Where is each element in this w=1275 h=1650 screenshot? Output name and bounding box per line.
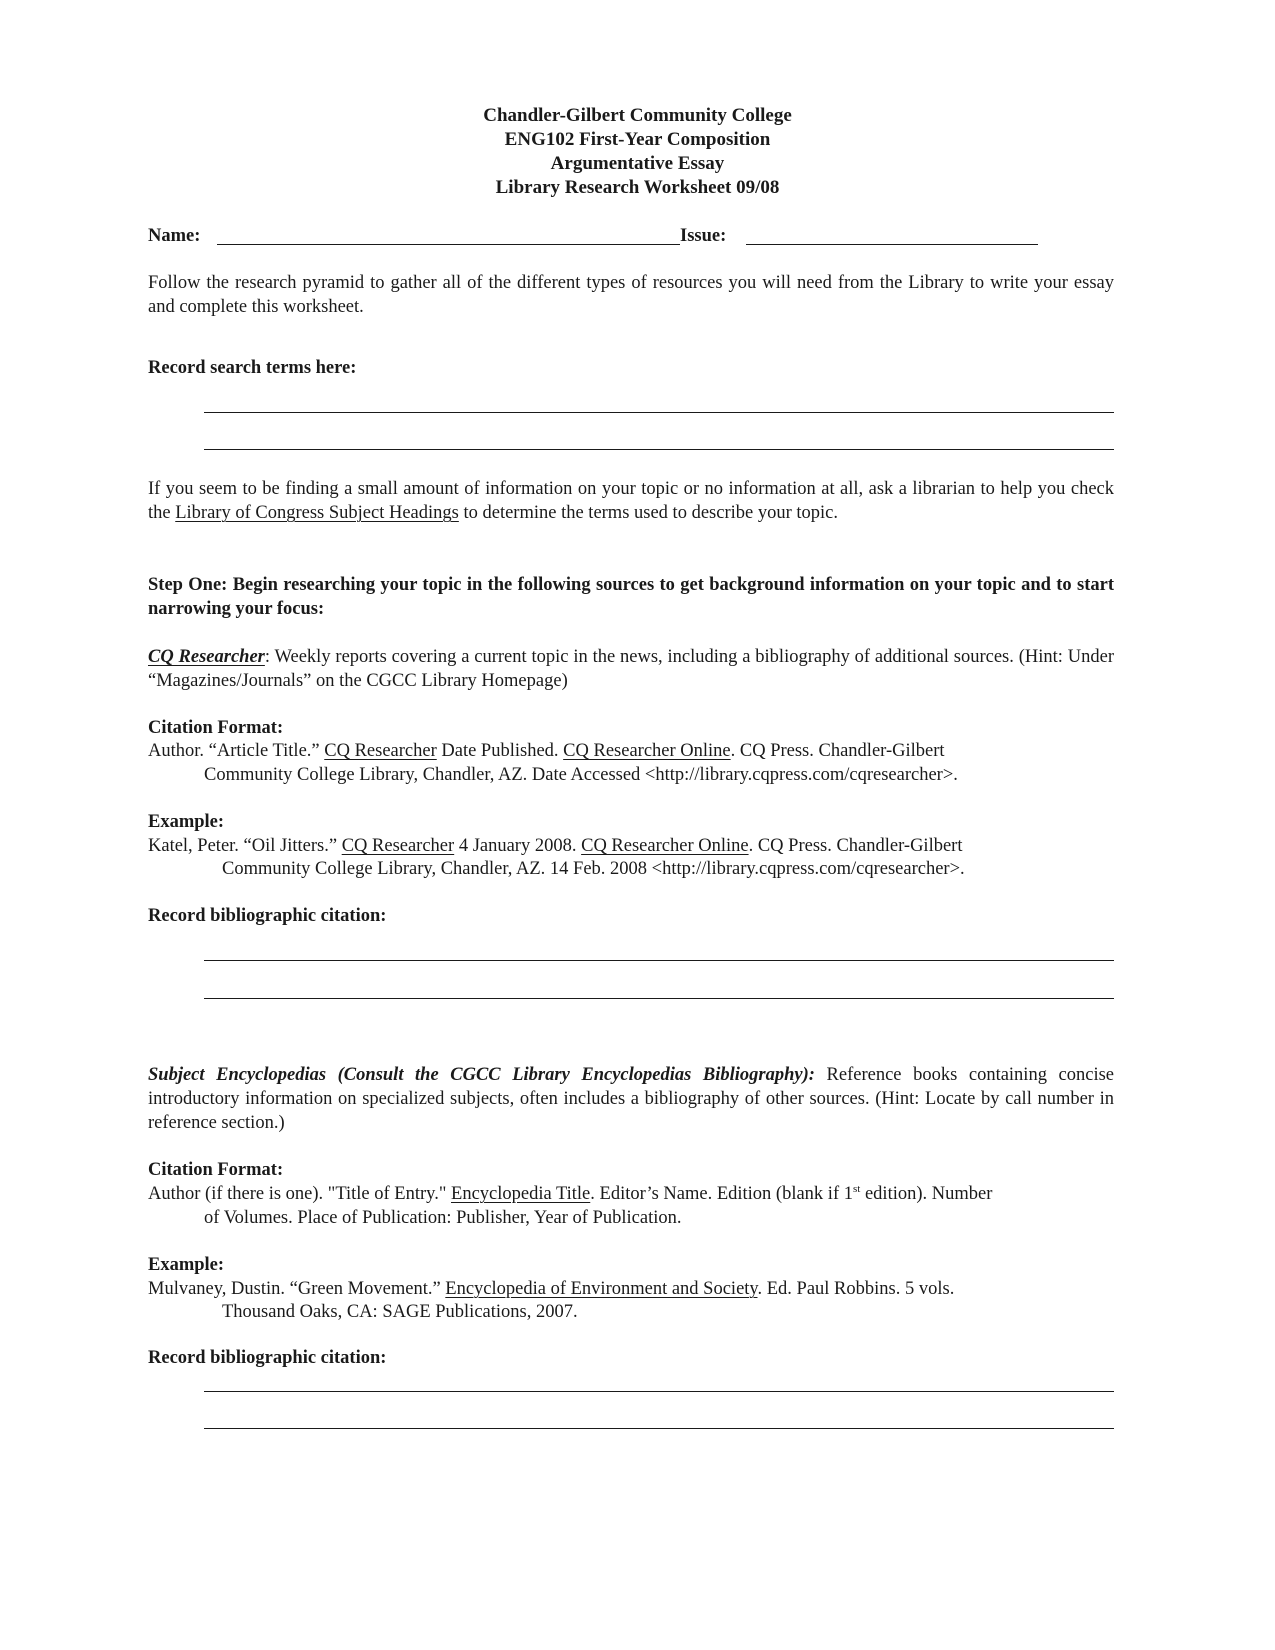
issue-field[interactable] bbox=[746, 244, 1038, 245]
encyclopedias-desc-text: Reference books containing concise introductory information on specialized subjects, often includes a bibliography of other sources. (Hint: Locate by call number in reference section.) bbox=[148, 1065, 1115, 1133]
enc-citation-line-1[interactable] bbox=[204, 1391, 1114, 1392]
name-field[interactable] bbox=[217, 244, 680, 245]
search-terms-line-2[interactable] bbox=[204, 449, 1114, 450]
issue-label: Issue: bbox=[680, 226, 727, 246]
enc-citation-format-label: Citation Format: bbox=[148, 1160, 284, 1180]
cq-citation-format-line-1 bbox=[148, 739, 945, 763]
enc-example-label: Example: bbox=[148, 1255, 225, 1275]
enc-example-line-2: Thousand Oaks, CA: SAGE Publications, 2007. bbox=[222, 1302, 578, 1322]
enc-example-title: Encyclopedia of Environment and Society bbox=[445, 1279, 758, 1299]
cq-example-line-2: Community College Library, Chandler, AZ. 14 Feb. 2008 <http://library.cqpress.com/cqresearcher>. bbox=[222, 859, 965, 879]
cq-citation-format-label: Citation Format: bbox=[148, 718, 284, 738]
course-title: ENG102 First-Year Composition bbox=[504, 129, 771, 150]
cq-format-database: CQ Researcher Online bbox=[563, 741, 731, 761]
name-label: Name: bbox=[148, 226, 201, 246]
cq-desc-text: Weekly reports covering a current topic in the news, including a bibliography of additional sources. (Hint: Under “Magazines/Journals” on the CGCC Library Homepage) bbox=[148, 647, 1114, 691]
enc-format-title: Encyclopedia Title bbox=[451, 1184, 591, 1204]
enc-format-author: Author (if there is one). "Title of Entry." bbox=[148, 1184, 452, 1204]
cq-example-journal: CQ Researcher bbox=[341, 836, 455, 856]
cq-format-author: Author. “Article Title.” bbox=[148, 741, 325, 761]
encyclopedias-description bbox=[148, 1063, 1114, 1135]
enc-example-line-1 bbox=[148, 1277, 954, 1301]
cq-colon: : bbox=[264, 647, 271, 667]
enc-format-editor: . Editor’s Name. Edition (blank if 1 bbox=[590, 1184, 853, 1204]
lcsh-link[interactable]: Library of Congress Subject Headings bbox=[175, 503, 459, 523]
enc-example-author: Mulvaney, Dustin. “Green Movement.” bbox=[148, 1279, 446, 1299]
cq-format-date: Date Published. bbox=[436, 741, 564, 761]
cq-example-database: CQ Researcher Online bbox=[581, 836, 749, 856]
cq-example-date: 4 January 2008. bbox=[454, 836, 582, 856]
assignment-title: Argumentative Essay bbox=[550, 153, 725, 174]
search-terms-line-1[interactable] bbox=[204, 412, 1114, 413]
cq-example-line-1 bbox=[148, 834, 962, 858]
cq-description bbox=[148, 645, 1114, 693]
cq-format-journal: CQ Researcher bbox=[324, 741, 437, 761]
enc-format-superscript: st bbox=[853, 1183, 861, 1195]
cq-citation-format-line-2: Community College Library, Chandler, AZ. Date Accessed <http://library.cqpress.com/cqresearcher>. bbox=[204, 765, 958, 785]
cq-record-citation-label: Record bibliographic citation: bbox=[148, 906, 387, 926]
college-name: Chandler-Gilbert Community College bbox=[483, 105, 792, 126]
lcsh-text-after: to determine the terms used to describe your topic. bbox=[458, 503, 838, 523]
cq-example-label: Example: bbox=[148, 812, 225, 832]
document-header bbox=[0, 104, 1275, 200]
enc-citation-format-line-2: of Volumes. Place of Publication: Publisher, Year of Publication. bbox=[204, 1208, 682, 1228]
lcsh-paragraph bbox=[148, 477, 1114, 525]
enc-citation-format-line-1 bbox=[148, 1182, 1114, 1206]
intro-paragraph: Follow the research pyramid to gather all of the different types of resources you will need from the Library to write your essay and complete this worksheet. bbox=[148, 273, 1114, 317]
search-terms-label: Record search terms here: bbox=[148, 358, 357, 378]
cq-example-author: Katel, Peter. “Oil Jitters.” bbox=[148, 836, 342, 856]
cq-example-publisher: . CQ Press. Chandler-Gilbert bbox=[748, 836, 963, 856]
enc-citation-line-2[interactable] bbox=[204, 1428, 1114, 1429]
cq-format-publisher: . CQ Press. Chandler-Gilbert bbox=[730, 741, 945, 761]
enc-example-editor: . Ed. Paul Robbins. 5 vols. bbox=[757, 1279, 955, 1299]
cq-citation-line-2[interactable] bbox=[204, 998, 1114, 999]
cq-title: CQ Researcher bbox=[148, 647, 265, 667]
enc-record-citation-label: Record bibliographic citation: bbox=[148, 1348, 387, 1368]
cq-citation-line-1[interactable] bbox=[204, 960, 1114, 961]
step-one-heading: Step One: Begin researching your topic in the following sources to get background information on your topic and to start narrowing your focus: bbox=[148, 575, 1114, 619]
enc-format-number: edition). Number bbox=[860, 1184, 993, 1204]
worksheet-title: Library Research Worksheet 09/08 bbox=[495, 177, 780, 198]
encyclopedias-title: Subject Encyclopedias (Consult the CGCC Library Encyclopedias Bibliography): bbox=[148, 1065, 815, 1085]
lcsh-text-before: If you seem to be finding a small amount of information on your topic or no information at all, ask a librarian to help you check the bbox=[148, 479, 1114, 523]
